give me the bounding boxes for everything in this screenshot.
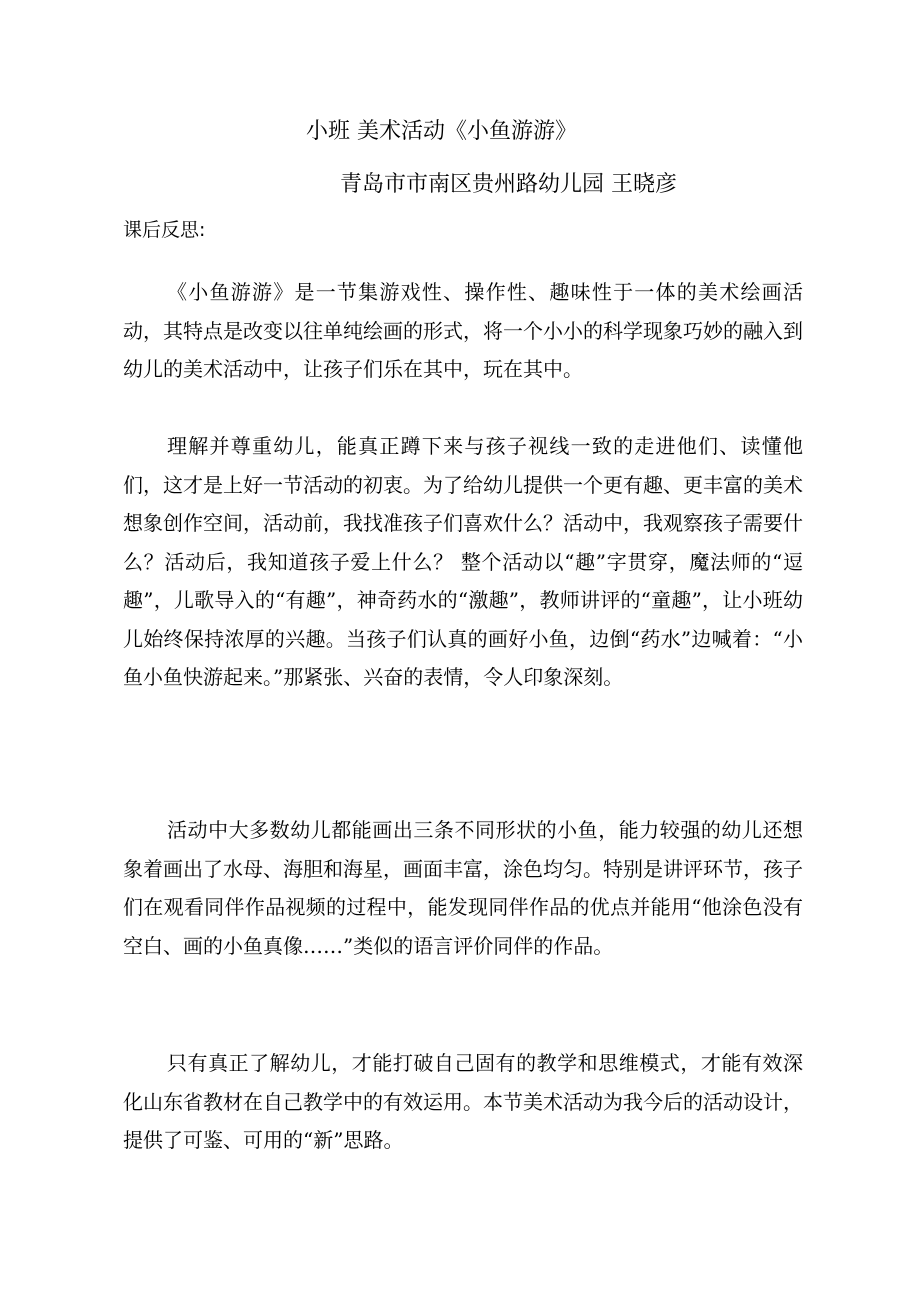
paragraph: 《小鱼游游》是一节集游戏性、操作性、趣味性于一体的美术绘画活动，其特点是改变以往单纯绘画的形式，将一个小小的科学现象巧妙的融入到幼儿的美术活动中，让孩子们乐在其中，玩在其中。	[123, 280, 803, 381]
document-title: 小班 美术活动《小鱼游游》	[306, 119, 577, 144]
paragraph: 活动中大多数幼儿都能画出三条不同形状的小鱼，能力较强的幼儿还想象着画出了水母、海胆和海星，画面丰富，涂色均匀。特别是讲评环节，孩子们在观看同伴作品视频的过程中，能发现同伴作品的优点并能用“他涂色没有空白、画的小鱼真像……”类似的语言评价同伴的作品。	[123, 818, 803, 958]
author-line: 青岛市市南区贵州路幼儿园 王晓彦	[340, 172, 677, 197]
paragraph: 只有真正了解幼儿，才能打破自己固有的教学和思维模式，才能有效深化山东省教材在自己教学中的有效运用。本节美术活动为我今后的活动设计，提供了可鉴、可用的“新”思路。	[123, 1051, 803, 1152]
paragraph: 理解并尊重幼儿，能真正蹲下来与孩子视线一致的走进他们、读懂他们，这才是上好一节活动的初衷。为了给幼儿提供一个更有趣、更丰富的美术想象创作空间，活动前，我找准孩子们喜欢什么？活动中，我观察孩子需要什么？活动后，我知道孩子爱上什么？ 整个活动以“趣”字贯穿，魔法师的“逗趣”，儿歌导入的“有趣”，神奇药水的“激趣”，教师讲评的“童趣”，让小班幼儿始终保持浓厚的兴趣。当孩子们认真的画好小鱼，边倒“药水”边喊着：“小鱼小鱼快游起来。”那紧张、兴奋的表情，令人印象深刻。	[123, 434, 803, 689]
section-label: 课后反思:	[123, 219, 206, 241]
